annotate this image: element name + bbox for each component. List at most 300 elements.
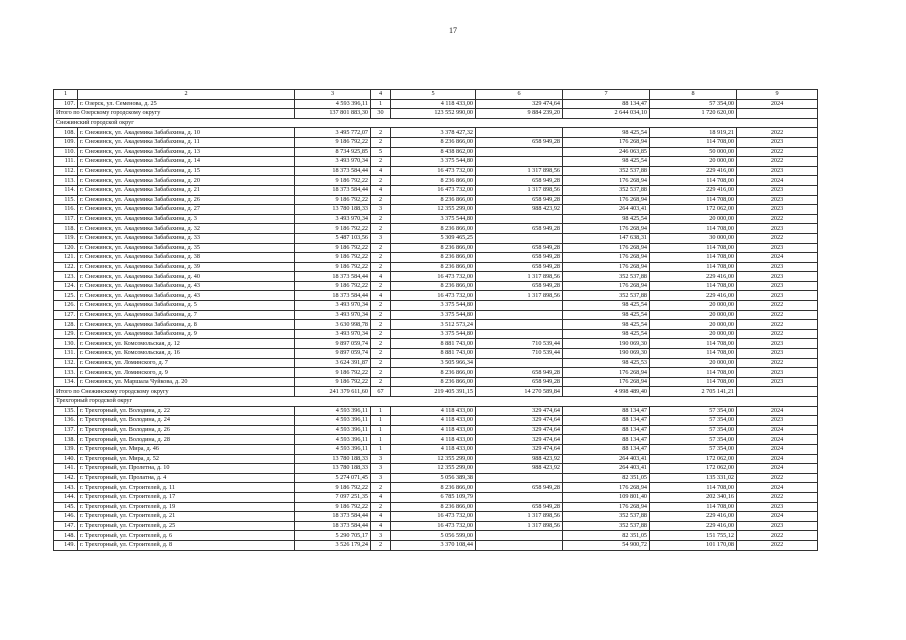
count-cell: 3 [371, 473, 391, 483]
cost-cell: 176 268,94 [563, 377, 650, 387]
cost-cell: 4 998 489,40 [563, 387, 650, 397]
cost-cell: 229 416,00 [650, 512, 737, 522]
total-cost-cell: 3 493 970,34 [295, 157, 371, 167]
cost-cell: 114 708,00 [650, 253, 737, 263]
year-cell: 2024 [737, 253, 818, 263]
cost-cell: 8 236 866,00 [391, 483, 476, 493]
year-cell: 2024 [737, 454, 818, 464]
cost-cell: 6 785 109,79 [391, 492, 476, 502]
total-cost-cell: 4 593 396,11 [295, 416, 371, 426]
count-cell: 1 [371, 406, 391, 416]
address-cell: г. Трехгорный, ул. Строителей, д. 6 [78, 531, 295, 541]
total-cost-cell: 4 593 396,11 [295, 435, 371, 445]
row-number: 115. [54, 195, 78, 205]
address-cell: г. Трехгорный, ул. Мира, д. 46 [78, 444, 295, 454]
cost-cell: 98 425,54 [563, 157, 650, 167]
cost-cell: 4 118 433,00 [391, 406, 476, 416]
cost-cell: 20 000,00 [650, 310, 737, 320]
cost-cell: 176 268,94 [563, 176, 650, 186]
year-cell [737, 387, 818, 397]
column-header: 6 [476, 90, 563, 100]
address-cell: г. Трехгорный, ул. Строителей, д. 21 [78, 512, 295, 522]
total-cost-cell: 5 274 071,45 [295, 473, 371, 483]
address-cell: г. Снежинск, ул. Ломинского, д. 7 [78, 358, 295, 368]
column-header: 5 [391, 90, 476, 100]
cost-cell: 114 708,00 [650, 483, 737, 493]
row-number: 142. [54, 473, 78, 483]
row-number: 116. [54, 205, 78, 215]
cost-cell [476, 329, 563, 339]
cost-cell: 710 539,44 [476, 349, 563, 359]
cost-cell: 57 354,00 [650, 406, 737, 416]
table-row [54, 473, 818, 483]
cost-cell: 1 317 898,56 [476, 291, 563, 301]
cost-cell: 190 069,30 [563, 349, 650, 359]
year-cell: 2023 [737, 291, 818, 301]
total-row [54, 387, 818, 397]
cost-cell [476, 320, 563, 330]
cost-cell: 8 236 866,00 [391, 243, 476, 253]
cost-cell: 172 062,00 [650, 205, 737, 215]
cost-cell: 202 340,16 [650, 492, 737, 502]
count-cell: 2 [371, 224, 391, 234]
address-cell: г. Снежинск, ул. Академика Забабахина, д. 8 [78, 320, 295, 330]
cost-cell: 82 351,05 [563, 531, 650, 541]
cost-cell: 16 473 732,00 [391, 185, 476, 195]
column-header: 4 [371, 90, 391, 100]
count-cell: 3 [371, 531, 391, 541]
table-row [54, 243, 818, 253]
count-cell: 2 [371, 339, 391, 349]
year-cell: 2022 [737, 492, 818, 502]
table-row [54, 531, 818, 541]
address-cell: г. Снежинск, ул. Маршала Чуйкова, д. 20 [78, 377, 295, 387]
cost-cell: 101 170,08 [650, 540, 737, 550]
table-row [54, 253, 818, 263]
cost-cell: 352 537,88 [563, 272, 650, 282]
cost-cell: 176 268,94 [563, 281, 650, 291]
table-row [54, 281, 818, 291]
count-cell: 1 [371, 416, 391, 426]
cost-cell: 57 354,00 [650, 416, 737, 426]
cost-cell: 219 405 391,15 [391, 387, 476, 397]
table-row [54, 339, 818, 349]
address-cell: г. Снежинск, ул. Академика Забабахина, д. 26 [78, 195, 295, 205]
year-cell: 2022 [737, 214, 818, 224]
year-cell: 2022 [737, 531, 818, 541]
year-cell: 2024 [737, 176, 818, 186]
year-cell: 2024 [737, 425, 818, 435]
year-cell: 2023 [737, 339, 818, 349]
address-cell: г. Снежинск, ул. Академика Забабахина, д. 38 [78, 253, 295, 263]
table-row [54, 416, 818, 426]
total-cost-cell: 3 493 970,34 [295, 310, 371, 320]
total-cost-cell: 3 630 998,78 [295, 320, 371, 330]
year-cell: 2023 [737, 502, 818, 512]
year-cell: 2023 [737, 416, 818, 426]
table-row [54, 320, 818, 330]
count-cell: 3 [371, 454, 391, 464]
year-cell: 2022 [737, 233, 818, 243]
total-cost-cell: 13 780 188,33 [295, 205, 371, 215]
count-cell: 3 [371, 233, 391, 243]
address-cell: г. Снежинск, ул. Академика Забабахина, д. 11 [78, 137, 295, 147]
year-cell: 2022 [737, 310, 818, 320]
cost-cell: 352 537,88 [563, 291, 650, 301]
year-cell: 2023 [737, 185, 818, 195]
address-cell: г. Снежинск, ул. Академика Забабахина, д. 7 [78, 310, 295, 320]
total-cost-cell: 9 897 059,74 [295, 349, 371, 359]
cost-cell: 30 000,00 [650, 233, 737, 243]
address-cell: г. Трехгорный, ул. Строителей, д. 8 [78, 540, 295, 550]
table-row [54, 128, 818, 138]
cost-cell: 658 949,28 [476, 368, 563, 378]
cost-cell: 82 351,05 [563, 473, 650, 483]
table-row [54, 272, 818, 282]
cost-cell: 329 474,64 [476, 99, 563, 109]
row-number: 133. [54, 368, 78, 378]
total-cost-cell: 9 186 792,22 [295, 281, 371, 291]
count-cell: 1 [371, 99, 391, 109]
row-number: 145. [54, 502, 78, 512]
count-cell: 2 [371, 281, 391, 291]
total-cost-cell: 9 186 792,22 [295, 253, 371, 263]
address-cell: г. Озерск, ул. Семенова, д. 25 [78, 99, 295, 109]
cost-cell: 16 473 732,00 [391, 521, 476, 531]
cost-cell: 8 236 866,00 [391, 262, 476, 272]
cost-cell: 18 919,21 [650, 128, 737, 138]
cost-cell: 16 473 732,00 [391, 512, 476, 522]
cost-cell [476, 531, 563, 541]
row-number: 122. [54, 262, 78, 272]
total-cost-cell: 18 373 584,44 [295, 512, 371, 522]
address-cell: г. Снежинск, ул. Академика Забабахина, д. 43 [78, 291, 295, 301]
row-number: 123. [54, 272, 78, 282]
cost-cell [476, 147, 563, 157]
cost-cell: 98 425,54 [563, 301, 650, 311]
cost-cell: 114 708,00 [650, 502, 737, 512]
cost-cell: 264 403,41 [563, 205, 650, 215]
cost-cell: 8 881 743,00 [391, 339, 476, 349]
cost-cell: 988 423,92 [476, 205, 563, 215]
cost-cell: 3 378 427,32 [391, 128, 476, 138]
row-number: 141. [54, 464, 78, 474]
table-row [54, 377, 818, 387]
cost-cell: 8 881 743,00 [391, 349, 476, 359]
table-row [54, 425, 818, 435]
cost-cell: 190 069,30 [563, 339, 650, 349]
cost-cell: 176 268,94 [563, 368, 650, 378]
row-number: 131. [54, 349, 78, 359]
table-row [54, 166, 818, 176]
count-cell: 2 [371, 310, 391, 320]
year-cell: 2023 [737, 137, 818, 147]
cost-cell: 1 317 898,56 [476, 185, 563, 195]
cost-cell [476, 301, 563, 311]
table-row [54, 464, 818, 474]
total-cost-cell: 5 487 103,56 [295, 233, 371, 243]
count-cell: 2 [371, 262, 391, 272]
address-cell: г. Трехгорный, ул. Строителей, д. 19 [78, 502, 295, 512]
cost-cell [476, 473, 563, 483]
count-cell: 2 [371, 214, 391, 224]
count-cell: 2 [371, 368, 391, 378]
cost-cell: 8 438 862,00 [391, 147, 476, 157]
cost-cell: 658 949,28 [476, 243, 563, 253]
count-cell: 2 [371, 358, 391, 368]
table-row [54, 291, 818, 301]
cost-cell: 135 331,02 [650, 473, 737, 483]
cost-cell: 8 236 866,00 [391, 502, 476, 512]
cost-cell: 3 512 573,24 [391, 320, 476, 330]
row-number: 136. [54, 416, 78, 426]
table-row [54, 483, 818, 493]
cost-cell: 229 416,00 [650, 166, 737, 176]
cost-cell [476, 233, 563, 243]
cost-cell: 88 134,47 [563, 425, 650, 435]
row-number: 149. [54, 540, 78, 550]
count-cell: 2 [371, 377, 391, 387]
year-cell: 2024 [737, 406, 818, 416]
address-cell: г. Трехгорный, ул. Пролетна, д. 10 [78, 464, 295, 474]
count-cell: 2 [371, 540, 391, 550]
year-cell: 2023 [737, 195, 818, 205]
cost-cell: 229 416,00 [650, 272, 737, 282]
year-cell: 2024 [737, 483, 818, 493]
row-number: 118. [54, 224, 78, 234]
cost-cell: 57 354,00 [650, 444, 737, 454]
cost-cell: 658 949,28 [476, 281, 563, 291]
address-cell: г. Снежинск, ул. Академика Забабахина, д. 14 [78, 157, 295, 167]
table-row [54, 137, 818, 147]
cost-cell: 176 268,94 [563, 224, 650, 234]
cost-cell: 4 118 433,00 [391, 416, 476, 426]
total-label: Итого по Снежинскому городскому округу [54, 387, 295, 397]
cost-cell: 658 949,28 [476, 377, 563, 387]
cost-cell: 352 537,88 [563, 166, 650, 176]
count-cell: 2 [371, 176, 391, 186]
row-number: 114. [54, 185, 78, 195]
count-cell: 2 [371, 157, 391, 167]
count-cell: 2 [371, 320, 391, 330]
cost-cell: 114 708,00 [650, 349, 737, 359]
address-cell: г. Снежинск, ул. Академика Забабахина, д. 13 [78, 147, 295, 157]
cost-cell [476, 157, 563, 167]
cost-cell: 147 638,31 [563, 233, 650, 243]
count-cell: 4 [371, 512, 391, 522]
cost-cell: 12 355 299,00 [391, 205, 476, 215]
total-cost-cell: 3 493 970,34 [295, 301, 371, 311]
cost-cell: 5 056 389,38 [391, 473, 476, 483]
section-row [54, 397, 818, 407]
cost-cell: 3 375 544,80 [391, 310, 476, 320]
count-cell: 2 [371, 195, 391, 205]
row-number: 113. [54, 176, 78, 186]
cost-cell: 114 708,00 [650, 243, 737, 253]
row-number: 135. [54, 406, 78, 416]
count-cell: 1 [371, 435, 391, 445]
year-cell: 2023 [737, 166, 818, 176]
cost-cell: 98 425,54 [563, 128, 650, 138]
cost-cell: 1 317 898,56 [476, 512, 563, 522]
row-number: 124. [54, 281, 78, 291]
cost-cell: 1 317 898,56 [476, 521, 563, 531]
row-number: 119. [54, 233, 78, 243]
row-number: 110. [54, 147, 78, 157]
cost-cell: 246 063,85 [563, 147, 650, 157]
cost-cell: 176 268,94 [563, 195, 650, 205]
total-cost-cell: 9 186 792,22 [295, 137, 371, 147]
cost-cell: 229 416,00 [650, 185, 737, 195]
table-row [54, 329, 818, 339]
total-cost-cell: 4 593 396,11 [295, 425, 371, 435]
cost-cell: 50 000,00 [650, 147, 737, 157]
row-number: 126. [54, 301, 78, 311]
count-cell: 67 [371, 387, 391, 397]
cost-cell: 8 236 866,00 [391, 195, 476, 205]
count-cell: 2 [371, 502, 391, 512]
cost-cell: 54 900,72 [563, 540, 650, 550]
table-row [54, 502, 818, 512]
cost-cell: 16 473 732,00 [391, 166, 476, 176]
year-cell: 2023 [737, 243, 818, 253]
cost-cell: 3 375 544,80 [391, 157, 476, 167]
year-cell: 2023 [737, 377, 818, 387]
total-cost-cell: 3 493 970,34 [295, 214, 371, 224]
cost-cell: 20 000,00 [650, 329, 737, 339]
count-cell: 3 [371, 205, 391, 215]
total-cost-cell: 9 186 792,22 [295, 368, 371, 378]
count-cell: 4 [371, 291, 391, 301]
row-number: 108. [54, 128, 78, 138]
address-cell: г. Трехгорный, ул. Пролатна, д. 4 [78, 473, 295, 483]
cost-cell: 98 425,54 [563, 329, 650, 339]
total-cost-cell: 18 373 584,44 [295, 185, 371, 195]
cost-cell: 658 949,28 [476, 502, 563, 512]
row-number: 132. [54, 358, 78, 368]
year-cell: 2024 [737, 99, 818, 109]
table-row [54, 185, 818, 195]
total-cost-cell: 8 734 925,85 [295, 147, 371, 157]
cost-cell: 123 552 990,00 [391, 109, 476, 119]
cost-cell: 658 949,28 [476, 224, 563, 234]
cost-cell: 57 354,00 [650, 425, 737, 435]
total-cost-cell: 9 186 792,22 [295, 483, 371, 493]
address-cell: г. Трехгорный, ул. Володина, д. 26 [78, 425, 295, 435]
table-row [54, 99, 818, 109]
cost-cell: 329 474,64 [476, 425, 563, 435]
cost-cell: 114 708,00 [650, 368, 737, 378]
total-cost-cell: 9 186 792,22 [295, 243, 371, 253]
address-cell: г. Снежинск, ул. Академика Забабахина, д. 40 [78, 272, 295, 282]
address-cell: г. Снежинск, ул. Академика Забабахина, д. 21 [78, 185, 295, 195]
cost-cell: 229 416,00 [650, 521, 737, 531]
address-cell: г. Снежинск, ул. Комсомольская, д. 16 [78, 349, 295, 359]
total-cost-cell: 4 593 396,11 [295, 444, 371, 454]
total-cost-cell: 9 186 792,22 [295, 502, 371, 512]
table-row [54, 195, 818, 205]
cost-cell: 16 473 732,00 [391, 272, 476, 282]
cost-cell: 114 708,00 [650, 137, 737, 147]
count-cell: 2 [371, 301, 391, 311]
cost-cell: 176 268,94 [563, 243, 650, 253]
cost-cell: 20 000,00 [650, 358, 737, 368]
cost-cell: 2 644 034,10 [563, 109, 650, 119]
table-row [54, 310, 818, 320]
table-row [54, 454, 818, 464]
cost-cell: 98 425,53 [563, 358, 650, 368]
cost-cell: 329 474,64 [476, 406, 563, 416]
cost-cell: 88 134,47 [563, 435, 650, 445]
cost-cell: 98 425,54 [563, 320, 650, 330]
table-row [54, 492, 818, 502]
cost-cell: 114 708,00 [650, 377, 737, 387]
cost-cell: 8 236 866,00 [391, 253, 476, 263]
cost-cell: 176 268,94 [563, 262, 650, 272]
count-cell: 4 [371, 521, 391, 531]
cost-cell: 14 270 589,84 [476, 387, 563, 397]
row-number: 127. [54, 310, 78, 320]
cost-cell: 4 118 433,00 [391, 435, 476, 445]
address-cell: г. Снежинск, ул. Академика Забабахина, д. 27 [78, 205, 295, 215]
row-number: 111. [54, 157, 78, 167]
address-cell: г. Снежинск, ул. Академика Забабахина, д. 15 [78, 166, 295, 176]
year-cell: 2023 [737, 368, 818, 378]
table-row [54, 435, 818, 445]
row-number: 129. [54, 329, 78, 339]
total-cost-cell: 18 373 584,44 [295, 166, 371, 176]
total-cost-cell: 241 379 611,60 [295, 387, 371, 397]
row-number: 140. [54, 454, 78, 464]
cost-cell: 8 236 866,00 [391, 176, 476, 186]
year-cell: 2022 [737, 473, 818, 483]
cost-cell: 5 309 465,25 [391, 233, 476, 243]
cost-cell: 20 000,00 [650, 214, 737, 224]
cost-cell: 329 474,64 [476, 435, 563, 445]
cost-cell: 114 708,00 [650, 224, 737, 234]
year-cell: 2024 [737, 435, 818, 445]
cost-cell: 57 354,00 [650, 435, 737, 445]
cost-cell: 98 425,54 [563, 310, 650, 320]
cost-cell: 172 062,00 [650, 454, 737, 464]
cost-cell: 352 537,88 [563, 521, 650, 531]
total-cost-cell: 9 186 792,22 [295, 262, 371, 272]
section-title: Трехгорный городской округ [54, 397, 818, 407]
total-cost-cell: 5 290 705,17 [295, 531, 371, 541]
cost-cell [476, 214, 563, 224]
row-number: 107. [54, 99, 78, 109]
total-cost-cell: 13 780 188,33 [295, 454, 371, 464]
column-header: 3 [295, 90, 371, 100]
cost-cell: 114 708,00 [650, 262, 737, 272]
cost-cell: 20 000,00 [650, 301, 737, 311]
row-number: 112. [54, 166, 78, 176]
count-cell: 2 [371, 243, 391, 253]
column-header: 8 [650, 90, 737, 100]
total-row [54, 109, 818, 119]
cost-cell: 3 370 108,44 [391, 540, 476, 550]
cost-cell: 4 118 433,00 [391, 99, 476, 109]
cost-cell: 8 236 866,00 [391, 368, 476, 378]
total-cost-cell: 9 186 792,22 [295, 377, 371, 387]
table-row [54, 512, 818, 522]
column-header: 9 [737, 90, 818, 100]
cost-cell: 658 949,28 [476, 483, 563, 493]
cost-cell: 988 423,92 [476, 454, 563, 464]
cost-cell: 264 403,41 [563, 454, 650, 464]
cost-cell [476, 358, 563, 368]
address-cell: г. Снежинск, ул. Академика Забабахина, д. 39 [78, 262, 295, 272]
